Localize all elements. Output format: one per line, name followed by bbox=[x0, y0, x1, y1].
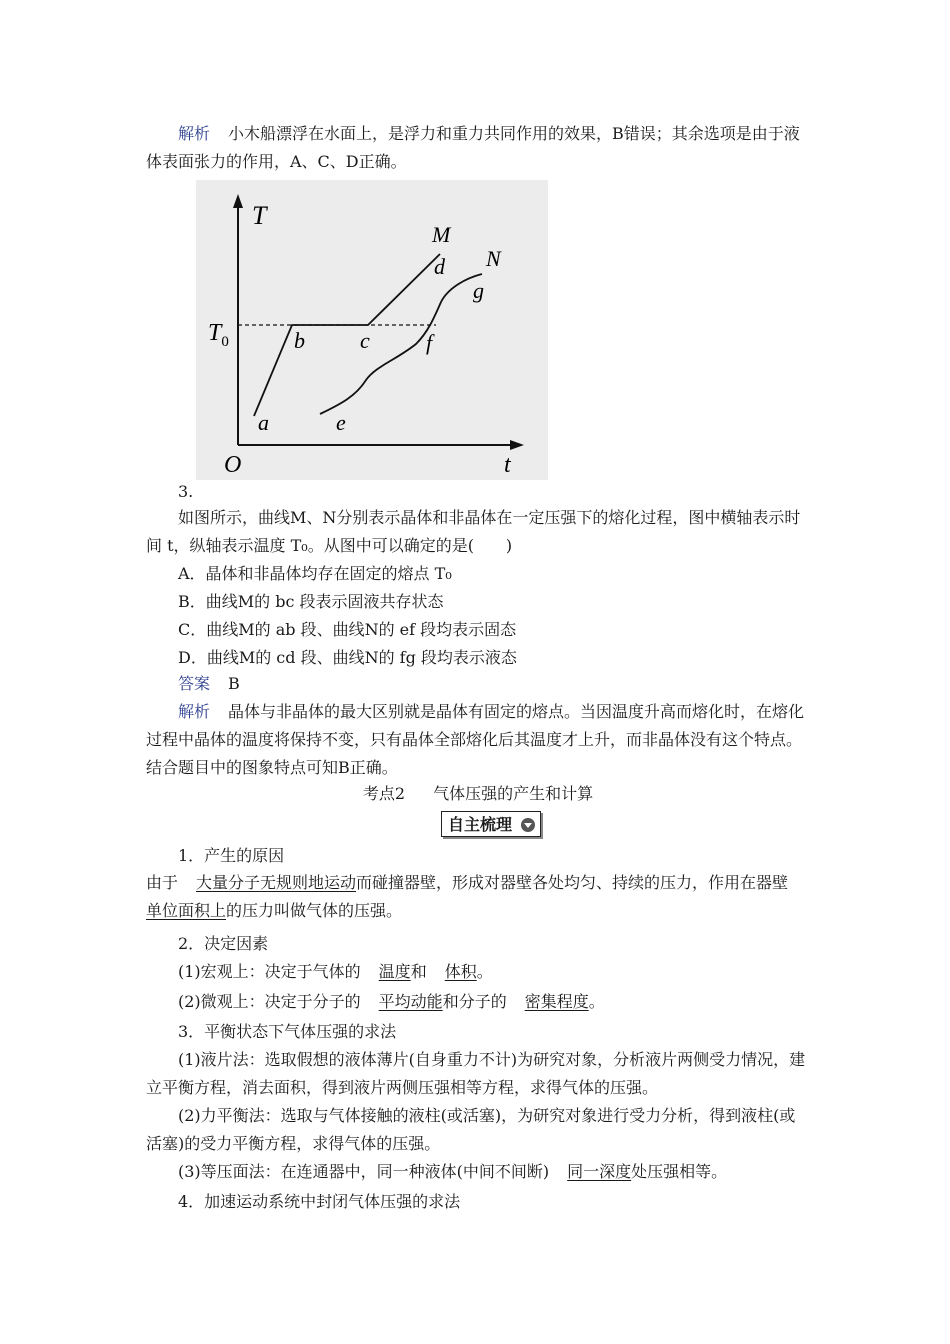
analysis-paragraph-2 bbox=[146, 698, 810, 782]
dropdown-triangle-icon bbox=[521, 818, 535, 832]
item-3-1: (1)液片法：选取假想的液体薄片(自身重力不计)为研究对象，分析液片两侧受力情况，建立平衡方程，消去面积，得到液片两侧压强相等方程，求得气体的压强。 bbox=[146, 1050, 806, 1097]
section-heading bbox=[146, 780, 810, 808]
option-a: A．晶体和非晶体均存在固定的熔点 T₀ bbox=[178, 564, 452, 583]
fill-blank-same-depth: 同一深度 bbox=[567, 1162, 632, 1181]
answer-value: B bbox=[228, 674, 240, 693]
option-b: B．曲线M的 bc 段表示固液共存状态 bbox=[178, 592, 444, 611]
item-2-1-text-b: 和 bbox=[410, 962, 427, 981]
answer-line bbox=[146, 670, 810, 698]
item-3-2: (2)力平衡法：选取与气体接触的液柱(或活塞)，为研究对象进行受力分析，得到液柱(或活塞)的受力平衡方程，求得气体的压强。 bbox=[146, 1106, 796, 1153]
label-b: b bbox=[294, 328, 305, 353]
label-N: N bbox=[486, 246, 501, 271]
item-1-text-c: 的压力叫做气体的压强。 bbox=[226, 901, 403, 920]
curve-m bbox=[254, 254, 440, 416]
item-2-2-text-c: 。 bbox=[588, 992, 605, 1011]
item-2-1-text-c: 。 bbox=[476, 962, 493, 981]
answer-tag: 答案 bbox=[178, 674, 211, 693]
section-title: 气体压强的产生和计算 bbox=[433, 784, 594, 803]
axis-label-t: t bbox=[504, 452, 511, 478]
item-3-3-text-a: (3)等压面法：在连通器中，同一种液体(中间不间断) bbox=[178, 1162, 550, 1181]
fill-blank-density: 密集程度 bbox=[524, 992, 589, 1011]
item-2-title: 2．决定因素 bbox=[178, 934, 269, 953]
item-4-title: 4．加速运动系统中封闭气体压强的求法 bbox=[178, 1192, 461, 1211]
label-d: d bbox=[434, 254, 445, 279]
label-c: c bbox=[360, 328, 370, 353]
fill-blank-1: 大量分子无规则地运动 bbox=[196, 873, 357, 892]
fill-blank-2: 单位面积上 bbox=[146, 901, 227, 920]
item-3-3-text-b: 处压强相等。 bbox=[631, 1162, 728, 1181]
item-3-title: 3．平衡状态下气体压强的求法 bbox=[178, 1022, 397, 1041]
melting-curve-svg bbox=[196, 180, 548, 480]
analysis-paragraph-1 bbox=[146, 120, 810, 176]
item-3-3 bbox=[146, 1158, 810, 1186]
label-a: a bbox=[258, 410, 269, 435]
analysis-text: 小木船漂浮在水面上，是浮力和重力共同作用的效果，B错误；其余选项是由于液体表面张力的作用，A、C、D正确。 bbox=[146, 124, 800, 171]
analysis-text: 晶体与非晶体的最大区别就是晶体有固定的熔点。当因温度升高而熔化时，在熔化过程中晶体的温度将保持不变，只有晶体全部熔化后其温度才上升，而非晶体没有这个特点。结合题目中的图象特点可知B正确。 bbox=[146, 702, 805, 777]
option-d: D．曲线M的 cd 段、曲线N的 fg 段均表示液态 bbox=[178, 648, 517, 667]
self-review-label: 自主梳理 bbox=[448, 815, 513, 834]
label-M: M bbox=[432, 222, 451, 247]
option-c: C．曲线M的 ab 段、曲线N的 ef 段均表示固态 bbox=[178, 620, 517, 639]
curve-n bbox=[320, 274, 482, 414]
origin-label: O bbox=[224, 452, 242, 478]
x-axis-arrow bbox=[510, 440, 524, 450]
label-f: f bbox=[426, 330, 433, 355]
item-1-title: 1．产生的原因 bbox=[178, 846, 285, 865]
self-review-box bbox=[441, 811, 541, 837]
item-2-2-text-b: 和分子的 bbox=[442, 992, 507, 1011]
item-1-text-a: 由于 bbox=[146, 873, 179, 892]
analysis-tag: 解析 bbox=[178, 702, 211, 721]
y-axis-arrow bbox=[233, 194, 243, 208]
item-2-2-text-a: (2)微观上：决定于分子的 bbox=[178, 992, 361, 1011]
item-2-2 bbox=[146, 988, 810, 1016]
question-stem: 如图所示，曲线M、N分别表示晶体和非晶体在一定压强下的熔化过程，图中横轴表示时间 t，纵轴表示温度 T₀。从图中可以确定的是( ) bbox=[146, 508, 801, 555]
fill-blank-avg-kinetic: 平均动能 bbox=[378, 992, 443, 1011]
label-e: e bbox=[336, 410, 346, 435]
item-2-1-text-a: (1)宏观上：决定于气体的 bbox=[178, 962, 361, 981]
analysis-tag: 解析 bbox=[178, 124, 211, 143]
melting-curve-figure bbox=[196, 180, 548, 480]
section-number: 考点2 bbox=[362, 784, 406, 803]
item-2-1 bbox=[146, 958, 810, 986]
t0-label: $T_0$ bbox=[208, 320, 229, 350]
fill-blank-volume: 体积 bbox=[444, 962, 477, 981]
item-1-text-b: 而碰撞器壁，形成对器壁各处均匀、持续的压力，作用在器壁 bbox=[356, 873, 789, 892]
item-1-body bbox=[146, 869, 810, 925]
question-number: 3. bbox=[178, 482, 194, 501]
axis-label-T: T bbox=[252, 201, 267, 230]
fill-blank-temperature: 温度 bbox=[378, 962, 411, 981]
label-g: g bbox=[473, 278, 484, 303]
